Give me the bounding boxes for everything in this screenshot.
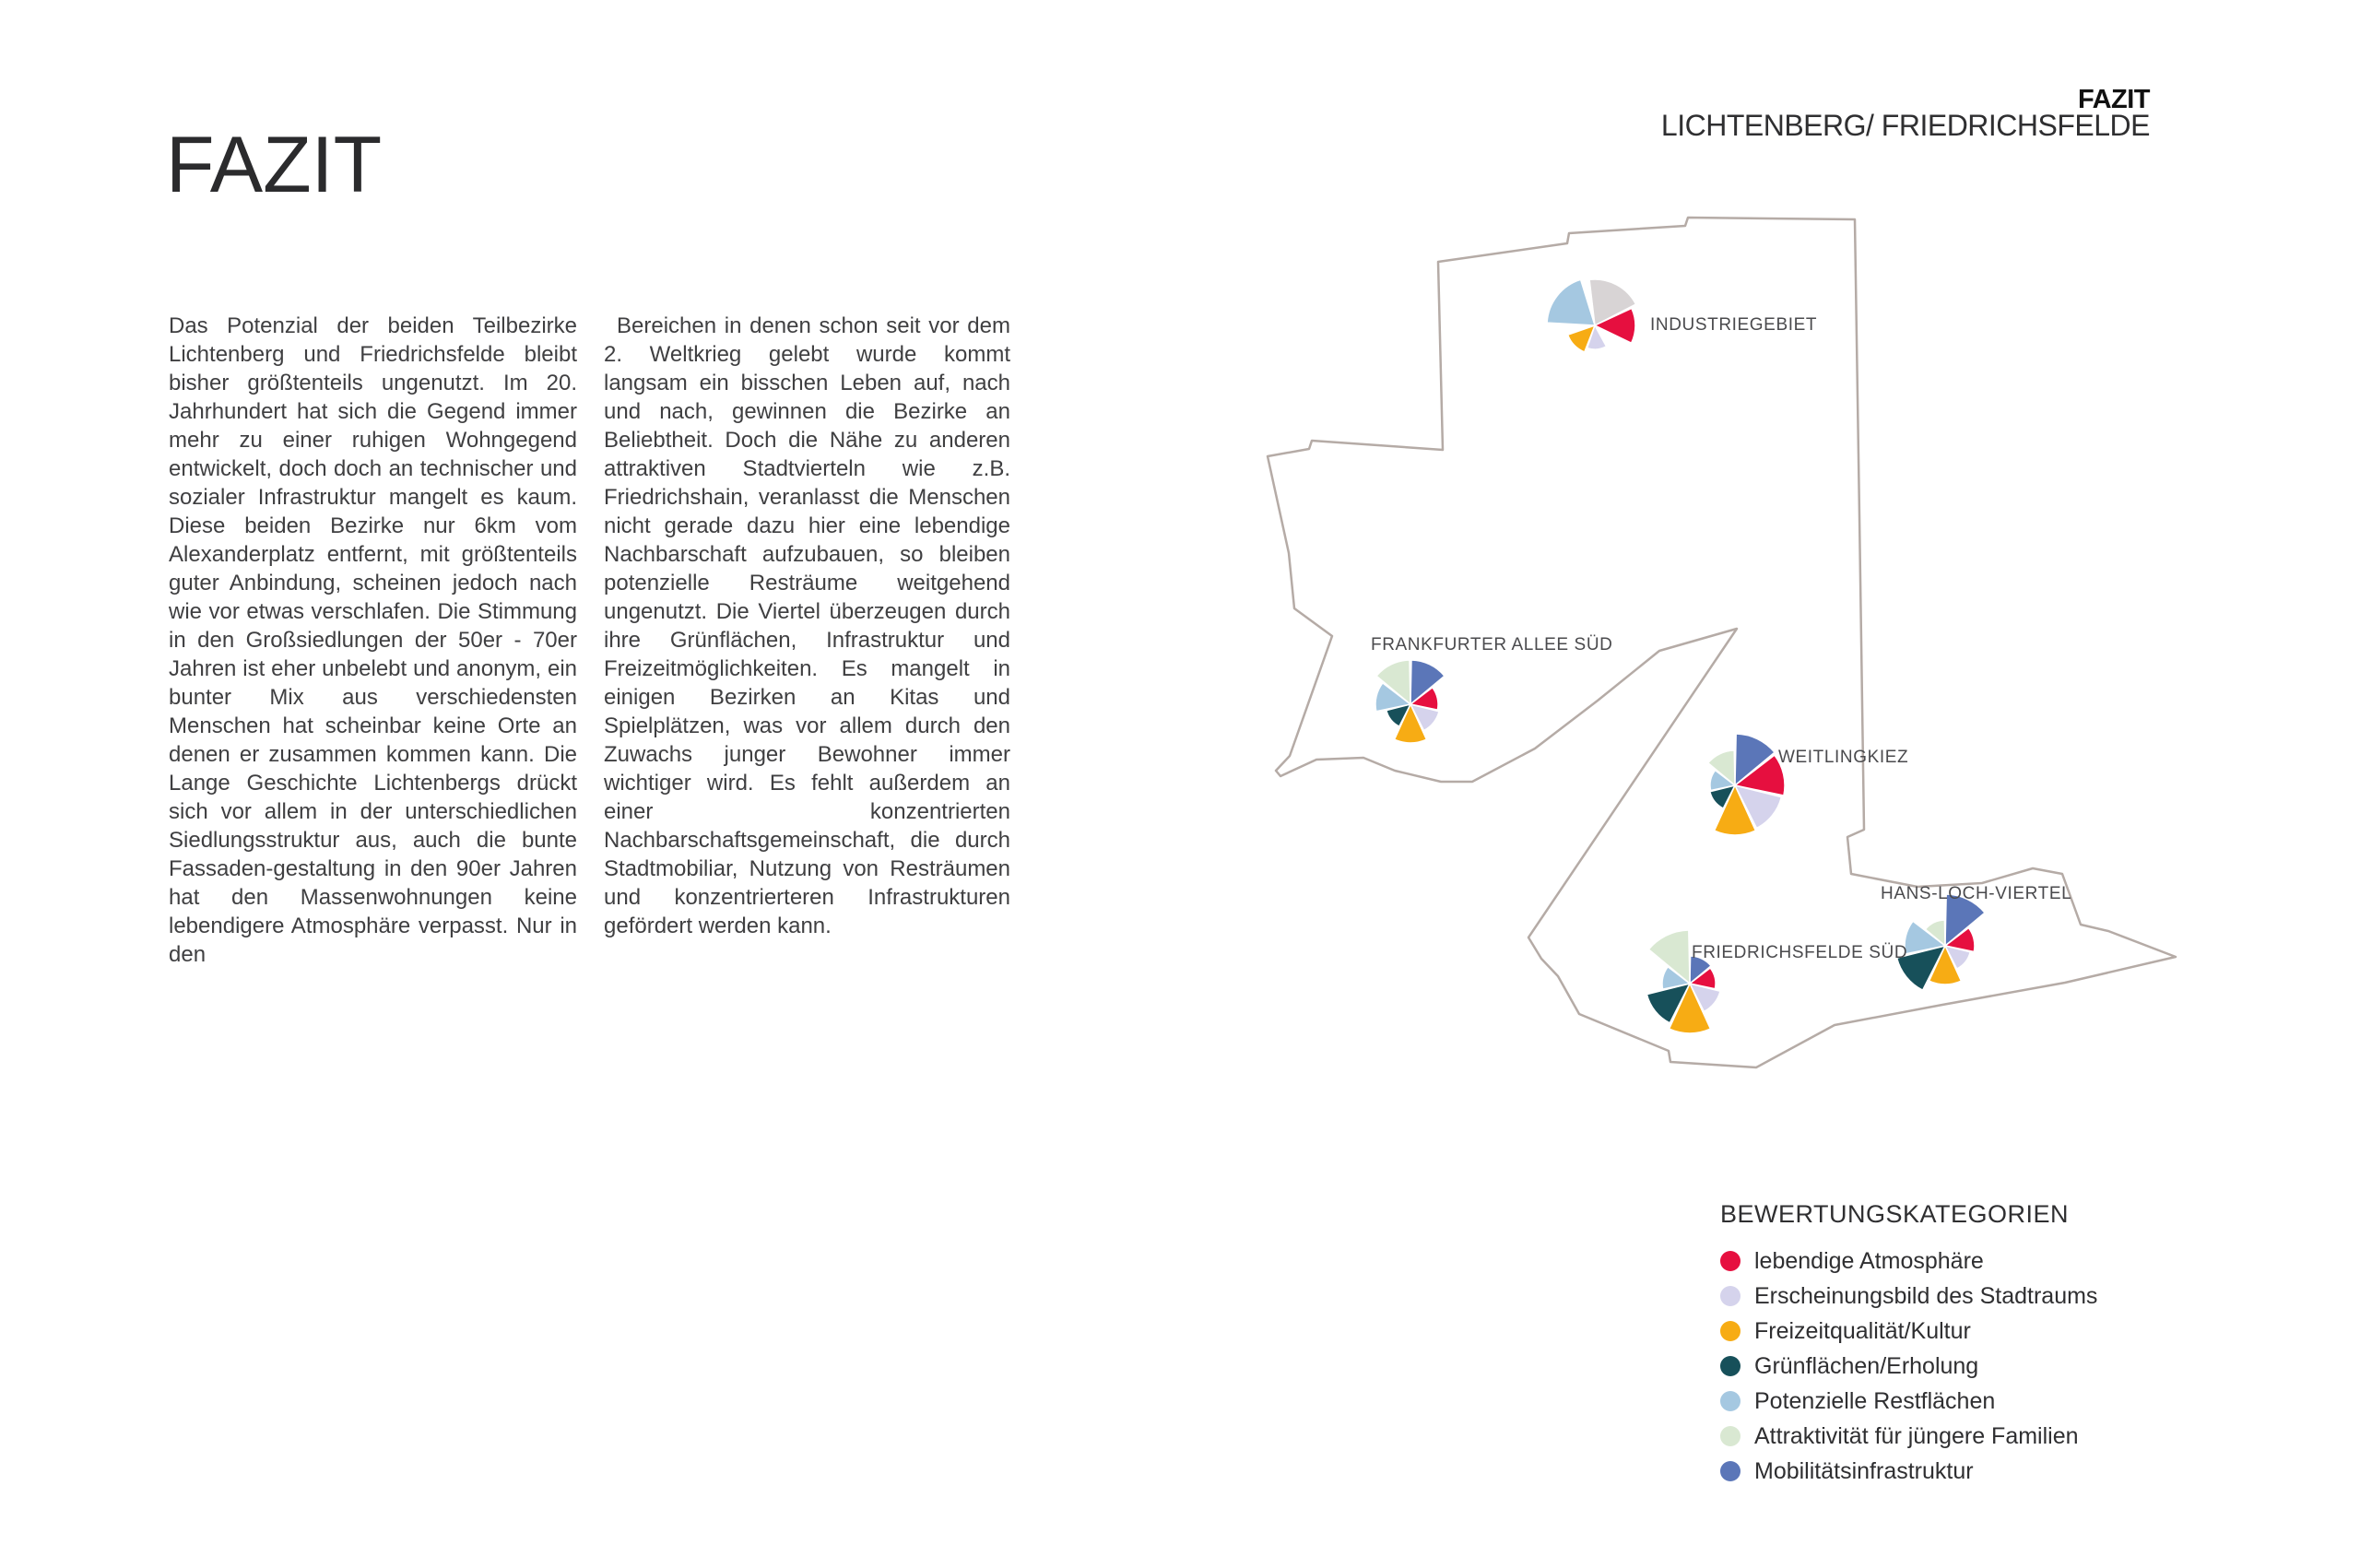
rose-chart-hans-loch-viertel xyxy=(1897,894,1985,990)
rose-chart-weitlingkiez xyxy=(1708,734,1785,835)
map-site-label: FRANKFURTER ALLEE SÜD xyxy=(1371,635,1613,654)
map-site-labels xyxy=(1371,315,2071,962)
legend-item xyxy=(1720,1314,2097,1349)
legend xyxy=(1720,1200,2097,1489)
corner-kicker: FAZIT xyxy=(2077,85,2150,114)
legend-item-label: Potenzielle Restflächen xyxy=(1754,1387,1996,1414)
legend-item xyxy=(1720,1349,2097,1384)
map-site-label: HANS-LOCH-VIERTEL xyxy=(1881,884,2072,903)
map-site-label: WEITLINGKIEZ xyxy=(1778,748,1909,767)
map-site-label: FRIEDRICHSFELDE SÜD xyxy=(1692,943,1908,962)
rose-chart-industriegebiet xyxy=(1547,279,1635,352)
rose-wedge-lightblue xyxy=(1547,279,1595,325)
body-paragraph-left: Das Potenzial der beiden Teilbezirke Lichtenberg und Friedrichsfelde bleibt bisher größtenteils ungenutzt. Im 20. Jahrhundert hat sich die Gegend immer mehr zu einer ruhigen Wohngegend entwickelt, doch doch an technischer und sozialer Infrastruktur mangelt es kaum. Diese beiden Bezirke nur 6km vom Alexanderplatz entfernt, mit größtenteils guter Anbindung, scheinen jedoch nach wie vor etwas verschlafen. Die Stimmung in den Großsiedlungen der 50er - 70er Jahren ist eher unbelebt und anonym, ein bunter Mix aus verschiedensten Menschen hat scheinbar keine Orte an denen er zusammen kommen kann. Die Lange Geschichte Lichtenbergs drückt sich vor allem in der unterschiedlichen Siedlungsstruktur aus, auch die bunte Fassaden-gestaltung in den 90er Jahren hat den Massenwohnungen keine lebendigere Atmosphäre verpasst. Nur in den xyxy=(169,313,577,967)
legend-color-dot-icon xyxy=(1720,1321,1740,1341)
legend-item-label: Grünflächen/Erholung xyxy=(1754,1352,1979,1379)
legend-rows xyxy=(1720,1244,2097,1489)
legend-color-dot-icon xyxy=(1720,1251,1740,1271)
map-site-label: INDUSTRIEGEBIET xyxy=(1650,315,1818,335)
legend-color-dot-icon xyxy=(1720,1391,1740,1411)
legend-color-dot-icon xyxy=(1720,1286,1740,1306)
legend-item-label: Attraktivität für jüngere Familien xyxy=(1754,1422,2079,1449)
legend-item-label: lebendige Atmosphäre xyxy=(1754,1247,1984,1274)
legend-item-label: Freizeitqualität/Kultur xyxy=(1754,1317,1971,1344)
legend-color-dot-icon xyxy=(1720,1461,1740,1481)
legend-item-label: Erscheinungsbild des Stadtraums xyxy=(1754,1282,2098,1309)
page-title: FAZIT xyxy=(166,120,383,209)
corner-section-title: LICHTENBERG/ FRIEDRICHSFELDE xyxy=(1660,109,2150,142)
legend-item xyxy=(1720,1384,2097,1419)
rose-charts xyxy=(1375,279,1985,1033)
legend-item-label: Mobilitätsinfrastruktur xyxy=(1754,1457,1974,1484)
legend-item xyxy=(1720,1454,2097,1489)
legend-color-dot-icon xyxy=(1720,1356,1740,1376)
body-paragraph-right: Bereichen in denen schon seit vor dem 2. Weltkrieg gelebt wurde kommt langsam ein bisschen Leben auf, nach und nach, gewinnen die Bezirke an Beliebtheit. Doch die Nähe zu anderen attraktiven Stadtvierteln wie z.B. Friedrichshain, veranlasst die Menschen nicht gerade dazu hier eine lebendige Nachbarschaft aufzubauen, so bleiben potenzielle Resträume weitgehend ungenutzt. Die Viertel überzeugen durch ihre Grünflächen, Infrastruktur und Freizeitmöglichkeiten. Es mangelt in einigen Bezirken an Kitas und Spielplätzen, was vor allem durch den Zuwachs junger Bewohner immer wichtiger wird. Es fehlt außerdem an einer konzentrierten Nachbarschaftsgemeinschaft, die durch Stadtmobiliar, Nutzung von Resträumen und konzentrierteren Infrastrukturen gefördert werden kann. xyxy=(604,313,1010,938)
legend-item xyxy=(1720,1419,2097,1454)
rose-chart-frankfurter-allee-s-d xyxy=(1375,660,1445,743)
legend-title: BEWERTUNGSKATEGORIEN xyxy=(1720,1200,2070,1228)
legend-item xyxy=(1720,1279,2097,1314)
legend-item xyxy=(1720,1244,2097,1279)
legend-color-dot-icon xyxy=(1720,1426,1740,1446)
